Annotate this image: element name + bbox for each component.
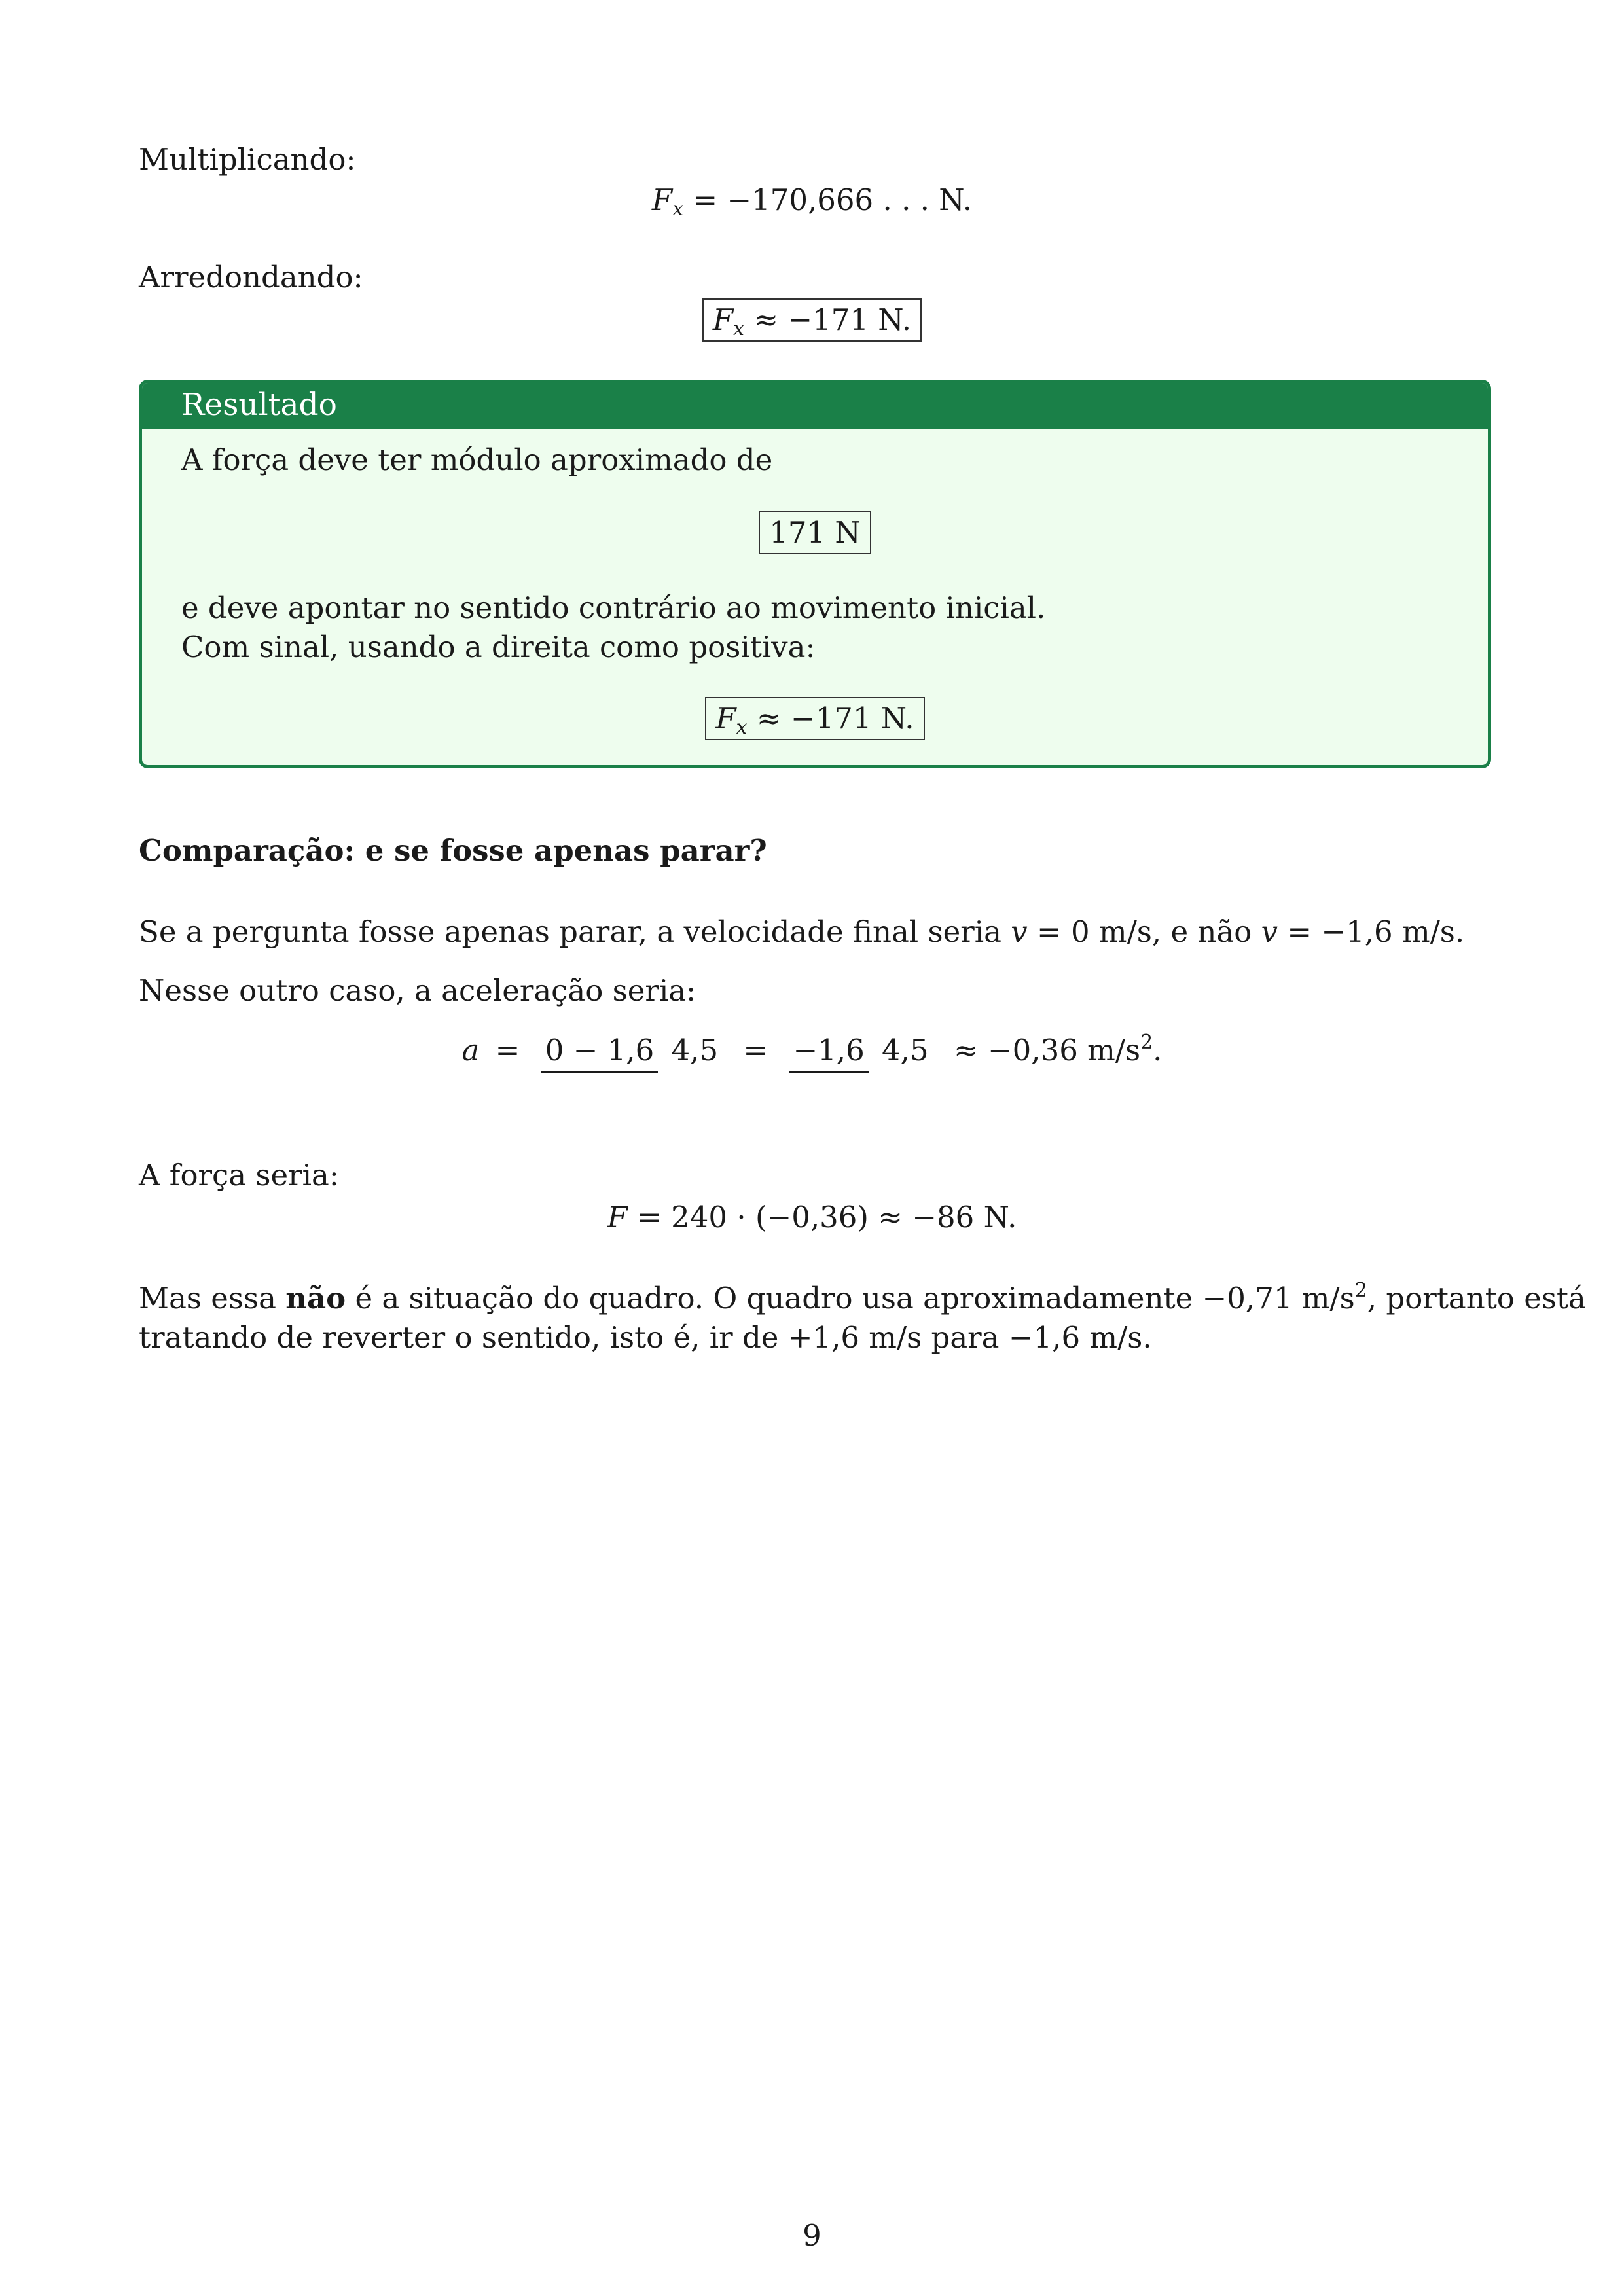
p1-var-v2: v [1261, 914, 1278, 949]
p1-text-3: = −1,6 m/s. [1278, 914, 1465, 949]
eq1-lhs: F [651, 183, 673, 217]
p1-text-1: Se a pergunta fosse apenas parar, a velocidade final seria [139, 914, 1011, 949]
boxed-result [702, 298, 922, 342]
equation-force [0, 1198, 1624, 1237]
result-eq-lhs: F [715, 701, 736, 736]
p1-var-v1: v [1011, 914, 1028, 949]
eq2-subscript: x [733, 317, 745, 340]
eq3-equals: = [495, 1033, 520, 1067]
comparison-heading: Comparação: e se fosse apenas parar? [139, 833, 767, 868]
fraction-1 [541, 1033, 722, 1068]
result-eq-rhs: ≈ −171 N. [747, 701, 914, 736]
paragraph-3-line-1 [139, 1279, 1586, 1318]
result-line-1: A força deve ter módulo aproximado de [181, 442, 773, 477]
fraction-2 [789, 1033, 932, 1068]
fraction-2-denominator: 4,5 [882, 1032, 929, 1067]
result-boxed-value-row [142, 511, 1488, 554]
result-eq-subscript: x [736, 716, 748, 739]
p3-bold: não [285, 1281, 346, 1316]
result-title: Resultado [181, 387, 337, 423]
eq1-rhs: = −170,666 . . . N. [683, 183, 973, 217]
result-header [142, 383, 1488, 429]
p3-exponent: 2 [1354, 1279, 1367, 1302]
p3-text-3: , portanto está [1367, 1281, 1586, 1316]
forca-label: A força seria: [139, 1158, 340, 1193]
eq1-subscript: x [672, 198, 684, 221]
fraction-2-numerator: −1,6 [789, 1033, 868, 1073]
eq4-rhs: = 240 · (−0,36) ≈ −86 N. [627, 1200, 1017, 1234]
result-equation [142, 697, 1488, 740]
result-line-3: Com sinal, usando a direita como positiva: [181, 630, 816, 664]
result-boxed-value: 171 N [759, 511, 871, 554]
paragraph-3-line-2: tratando de reverter o sentido, isto é, ir de +1,6 m/s para −1,6 m/s. [139, 1320, 1152, 1355]
p3-text-1: Mas essa [139, 1281, 286, 1316]
eq3-rhs-exponent: 2 [1140, 1031, 1153, 1054]
fraction-1-denominator: 4,5 [671, 1032, 719, 1067]
equation-acceleration [0, 1030, 1624, 1068]
eq2-rhs: ≈ −171 N. [744, 302, 912, 337]
arredondando-label: Arredondando: [139, 260, 363, 295]
p3-text-2: é a situação do quadro. O quadro usa aproximadamente −0,71 m/s [346, 1281, 1355, 1316]
page-number: 9 [803, 2218, 821, 2253]
multiplicando-label: Multiplicando: [139, 142, 356, 177]
paragraph-1 [139, 912, 1464, 952]
p1-text-2: = 0 m/s, e não [1027, 914, 1261, 949]
paragraph-2: Nesse outro caso, a aceleração seria: [139, 973, 696, 1008]
eq3-equals-2: = [743, 1033, 768, 1067]
eq3-lhs: a [461, 1033, 480, 1067]
eq2-lhs: F [712, 302, 734, 337]
result-box [139, 380, 1491, 768]
equation-fx-multiplied [0, 181, 1624, 220]
eq4-lhs: F [607, 1200, 628, 1234]
result-line-2: e deve apontar no sentido contrário ao movimento inicial. [181, 590, 1046, 625]
eq3-rhs-end: . [1153, 1033, 1163, 1067]
eq3-rhs [954, 1033, 1163, 1067]
result-boxed-equation [705, 697, 924, 740]
equation-fx-rounded [0, 298, 1624, 342]
eq3-rhs-text: ≈ −0,36 m/s [953, 1033, 1141, 1067]
fraction-1-numerator: 0 − 1,6 [541, 1033, 659, 1073]
